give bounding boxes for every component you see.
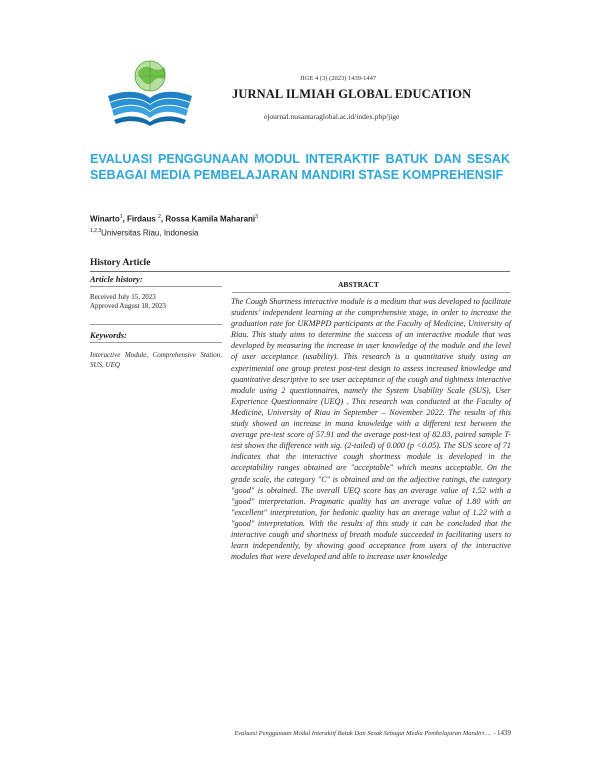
author-name: Rossa Kamila Maharani [165, 214, 256, 224]
history-section-title: History Article [90, 258, 510, 272]
keywords-list: Interactive Module, Comprehensive Station, SUS, UEQ [90, 351, 222, 369]
journal-meta: JIGE 4 (3) (2023) 1439-1447 [300, 75, 377, 82]
divider [90, 342, 222, 343]
page-footer [146, 729, 511, 737]
divider [90, 324, 222, 325]
running-title: Evaluasi Penggunaan Modul Interaktif Batuk Dan Sesak Sebagai Media Pembelajaran Mandiri … - [234, 730, 496, 737]
author-name: Winarto [90, 214, 120, 224]
author-name: Firdaus [126, 214, 156, 224]
book-globe-logo-icon [96, 56, 204, 136]
author-sup: 3 [255, 214, 258, 220]
article-info-column [90, 274, 222, 370]
article-history-label: Article history: [90, 274, 143, 284]
author-list: Winarto$^1$, Firdaus $^2$, Rossa Kamila Maharani$^3$ [90, 214, 258, 224]
received-date: Received July 15, 2023 [90, 293, 156, 301]
affiliation [90, 228, 199, 238]
paper-title: EVALUASI PENGGUNAAN MODUL INTERAKTIF BATUK DAN SESAK SEBAGAI MEDIA PEMBELAJARAN MANDIRI STASE KOMPREHENSIF [90, 152, 510, 182]
journal-title: JURNAL ILMIAH GLOBAL EDUCATION [232, 87, 472, 101]
abstract-text: The Cough Shortness interactive module is a medium that was developed to facilitate students' independent learning at the comprehensive stage, in order to increase the graduation rate for UKMPPD participants at the Faculty of Medicine, University of Riau. This study aims to determine the success of an interactive module that was developed by measuring the increase in user knowledge of the module and the level of user acceptance (usability). This research is a quantitative study using an experimental one group pretest post-test design to assess increased knowledge and quantitative descriptive to see user acceptance of the cough and tightness interactive module using 2 questionnaires, namely the System Usability Scale (SUS), User Experience Questionnaire (UEQ) . This research was conducted at the Faculty of Medicine, University of Riau in September – November 2022. The results of this study showed an increase in mana knowledge with a different test between the average pre-test score of 57.91 and the average post-test of 82.83, paired sample T-test shows the difference with sig. (2-tailed) of 0.000 (p <0.05). The SUS score of 71 indicates that the interactive cough shortness module is developed in the acceptability ranges obtained are "acceptable" which means acceptable. On the grade scale, the category "C" is obtained and on the adjective ratings, the category "good" is obtained. The overall UEQ score has an average value of 1.52 with a "good" interpretation. Pragmatic quality has an average value of 1.80 with an "excellent" interpretation, for hedonic quality has an average value of 1.22 with a "good" interpretation. With the results of this study it can be concluded that the interactive cough and shortness of breath module succeeded in facilitating users to learn independently, by showing good acceptance from users of the interactive modules that were developed and able to increase user knowledge [231, 297, 511, 562]
affiliation-sup: 1,2,3 [90, 228, 102, 234]
author-sup: 2 [158, 214, 161, 220]
keywords-label: Keywords: [90, 330, 127, 340]
abstract-heading: ABSTRACT [338, 280, 379, 289]
page-number: 1439 [497, 729, 511, 737]
history-dates [90, 293, 222, 311]
journal-url[interactable]: ejournal.nusantaraglobal.ac.id/index.php/jige [264, 112, 400, 121]
journal-logo [96, 56, 204, 136]
author-sup: 1 [119, 214, 123, 220]
approved-date: Approved August 18, 2023 [90, 302, 166, 310]
affiliation-text: Universitas Riau, Indonesia [101, 228, 199, 238]
divider [232, 292, 510, 293]
divider [90, 286, 222, 287]
